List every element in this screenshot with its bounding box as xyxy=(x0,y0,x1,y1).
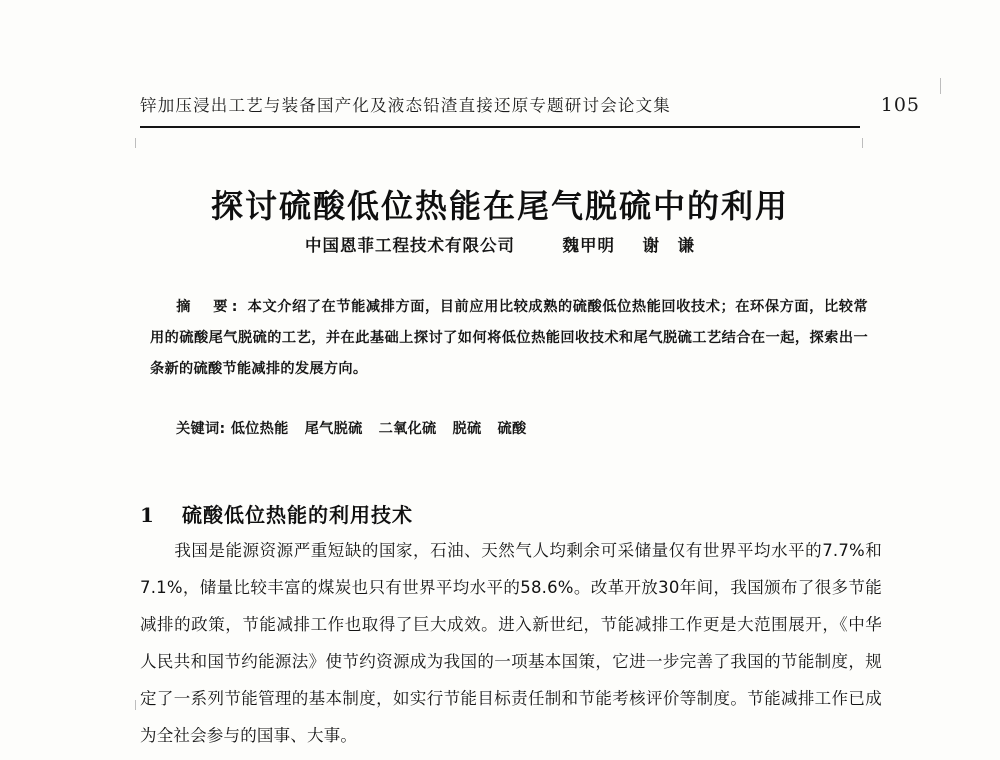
author-name-2: 谢 谦 xyxy=(642,236,695,255)
author-name-1: 魏甲明 xyxy=(562,236,615,255)
paragraph-text: 我国是能源资源严重短缺的国家，石油、天然气人均剩余可采储量仅有世界平均水平的7.7%和7.1%，储量比较丰富的煤炭也只有世界平均水平的58.6%。改革开放30年间，我国颁布了很多节能减排的政策，节能减排工作也取得了巨大成效。进入新世纪，节能减排工作更是大范围展开，《中华人民共和国节约能源法》使节约资源成为我国的一项基本国策，它进一步完善了我国的节能制度，规定了一系列节能管理的基本制度，如实行节能目标责任制和节能考核评价等制度。节能减排工作已成为全社会参与的国事、大事。 xyxy=(140,541,882,745)
crop-mark-top-left xyxy=(135,138,136,148)
author-line xyxy=(0,232,1000,256)
keyword-item: 硫酸 xyxy=(497,421,527,437)
crop-mark-top-right xyxy=(862,138,863,148)
keyword-item: 低位热能 xyxy=(230,421,289,437)
affiliation: 中国恩菲工程技术有限公司 xyxy=(305,236,515,255)
crop-mark-bottom-left xyxy=(135,700,136,710)
keyword-item: 二氧化硫 xyxy=(378,421,437,437)
body-paragraph-1 xyxy=(140,532,882,754)
crop-mark-top-edge xyxy=(940,78,941,94)
page-header xyxy=(140,92,920,116)
page-number: 105 xyxy=(880,94,920,116)
header-rule xyxy=(140,126,860,128)
section-heading-1 xyxy=(140,499,868,528)
abstract-text: 本文介绍了在节能减排方面，目前应用比较成熟的硫酸低位热能回收技术；在环保方面，比较常用的硫酸尾气脱硫的工艺，并在此基础上探讨了如何将低位热能回收技术和尾气脱硫工艺结合在一起，探索出一条新的硫酸节能减排的发展方向。 xyxy=(150,299,868,377)
section-title: 硫酸低位热能的利用技术 xyxy=(182,502,413,527)
keywords-label: 关键词: xyxy=(176,421,226,437)
keywords-block xyxy=(150,418,868,438)
keyword-item: 脱硫 xyxy=(452,421,482,437)
section-number: 1 xyxy=(140,502,155,527)
abstract-block xyxy=(150,292,868,385)
running-title: 锌加压浸出工艺与装备国产化及液态铅渣直接还原专题研讨会论文集 xyxy=(140,96,671,115)
abstract-label: 摘 要: xyxy=(176,299,242,315)
keyword-item: 尾气脱硫 xyxy=(304,421,363,437)
page-title: 探讨硫酸低位热能在尾气脱硫中的利用 xyxy=(210,187,789,226)
